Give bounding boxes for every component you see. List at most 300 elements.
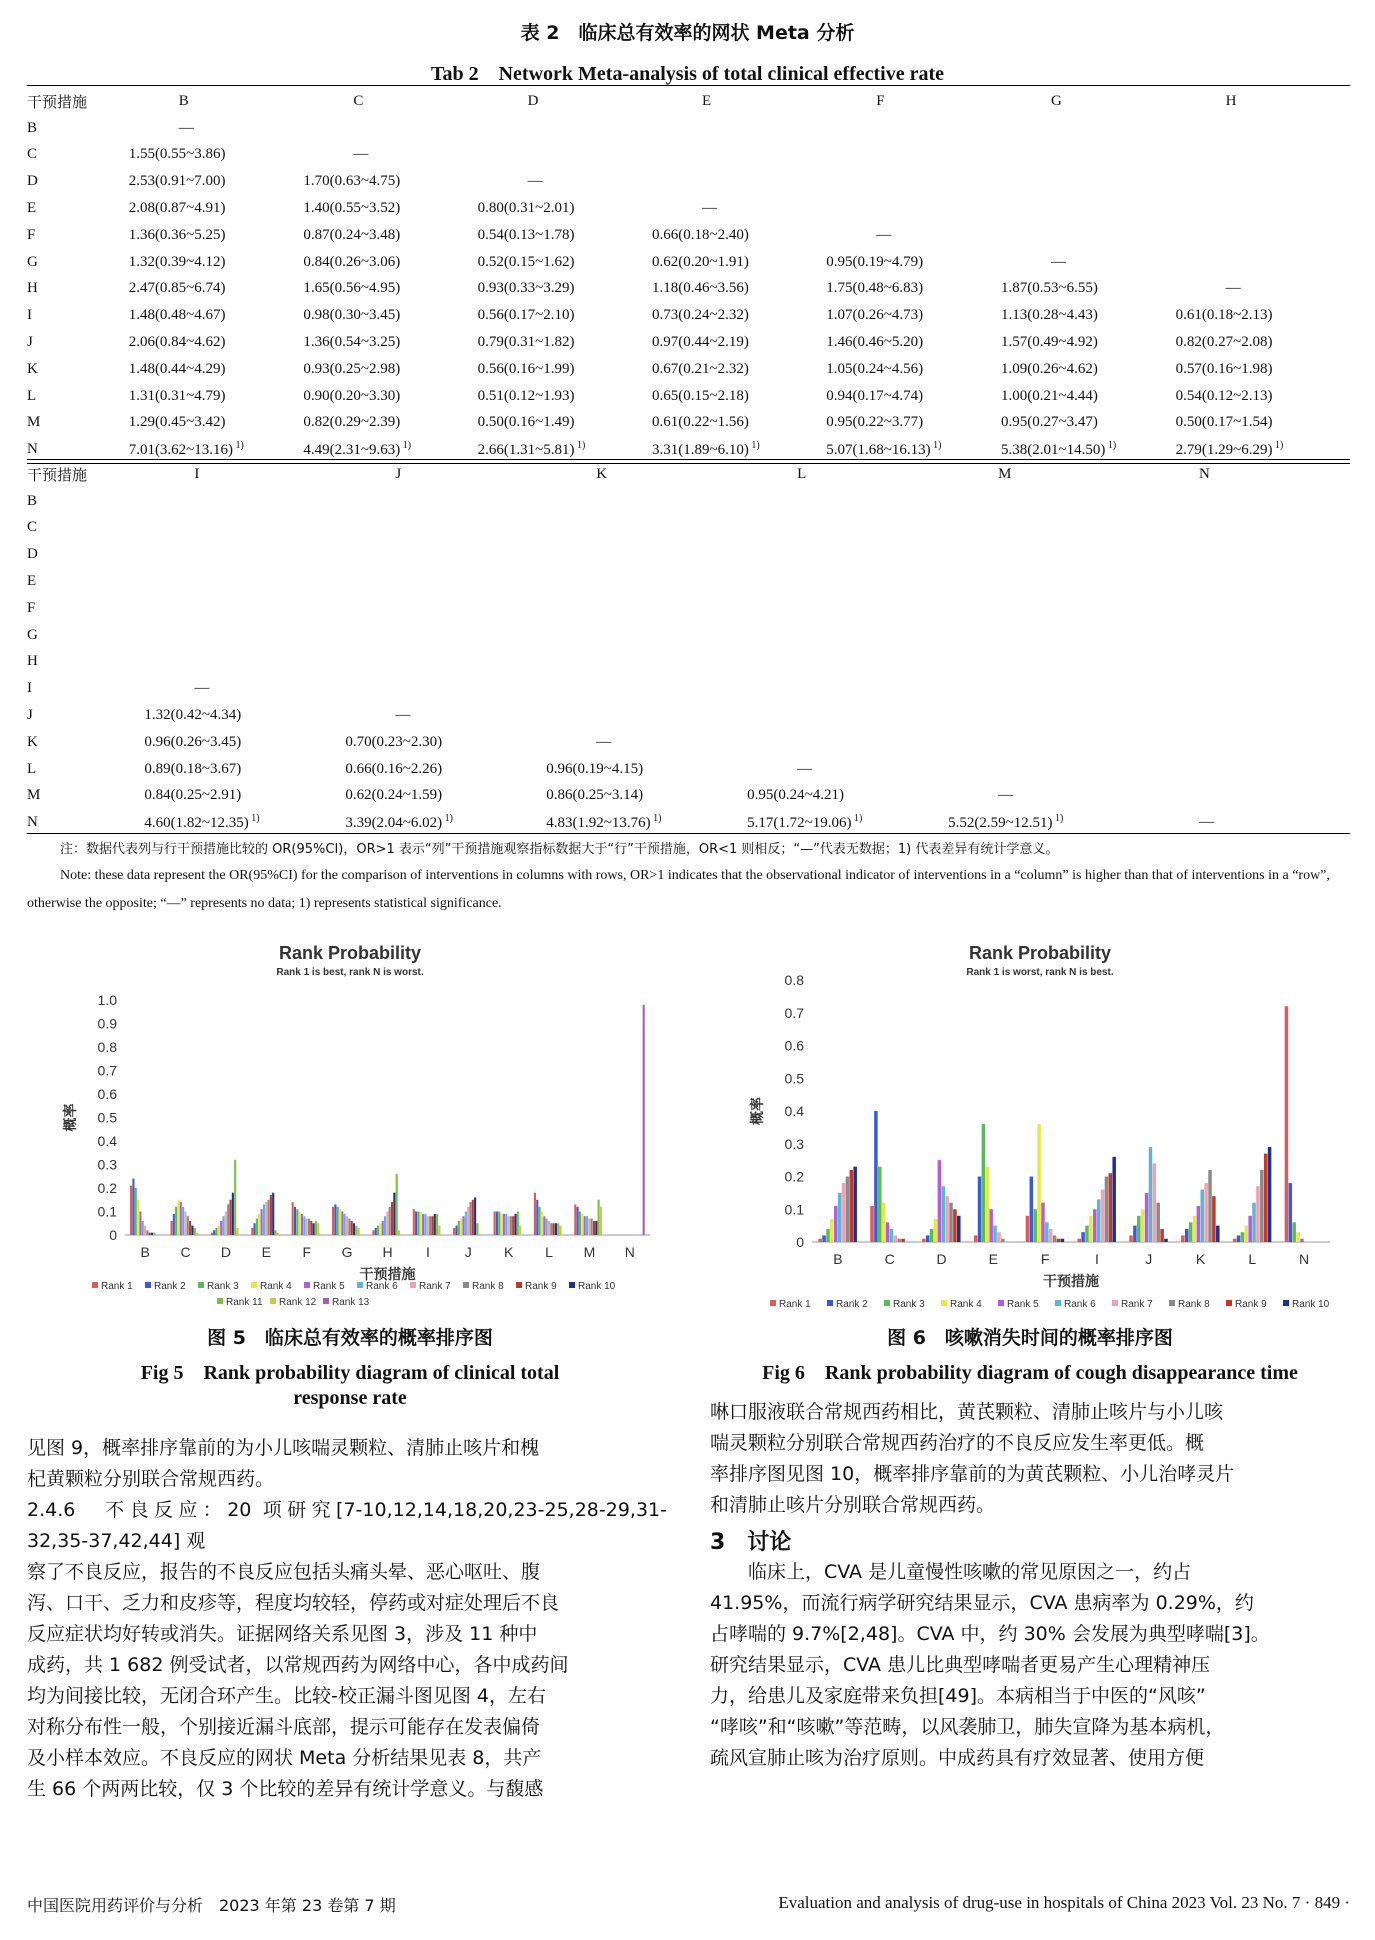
table-col-header-D: D (527, 92, 539, 109)
table-cell: 0.96(0.19~4.15) (546, 760, 644, 777)
text-line: 和清肺止咳片分别联合常规西药。 (710, 1494, 996, 1516)
table-cell (1149, 783, 1350, 810)
bar (391, 1202, 393, 1235)
table-col-header-I: I (194, 465, 200, 482)
bar (332, 1207, 334, 1235)
bar (292, 1202, 294, 1235)
y-tick-label: 0.3 (784, 1135, 804, 1152)
bar (579, 1212, 581, 1236)
y-tick-label: 0.5 (784, 1070, 804, 1087)
text-line: 占哮喘的 9.7%[2,48]。CVA 中，约 30% 会发展为典型哮喘[3]。 (710, 1623, 1270, 1645)
table-cell: 0.57(0.16~1.98) (1175, 360, 1273, 377)
bar (458, 1221, 460, 1235)
legend-label: Rank 6 (366, 1281, 398, 1292)
legend-swatch (145, 1282, 151, 1288)
table-cell: 1.00(0.21~4.44) (1000, 387, 1098, 404)
text-line: 泻、口干、乏力和皮疹等，程度均较轻，停药或对症处理后不良 (27, 1592, 560, 1614)
table-cell: 1.07(0.26~4.73) (826, 307, 924, 324)
table-row (27, 222, 1350, 249)
bar (550, 1223, 552, 1235)
table-row-label: L (27, 760, 37, 777)
significance-mark: 1) (574, 440, 586, 452)
table-cell: 0.96(0.26~3.45) (144, 733, 242, 750)
significance-mark: 1) (248, 813, 260, 825)
bar (377, 1226, 379, 1235)
footer-journal-zh: 中国医院用药评价与分析 2023 年第 23 卷第 7 期 (27, 1896, 396, 1915)
table-cell: — (1199, 814, 1214, 831)
table-cell: — (1050, 253, 1066, 270)
bar (1212, 1196, 1215, 1242)
table-row (27, 488, 1350, 515)
table-cell: 0.95(0.22~3.77) (826, 414, 924, 431)
table-header-label: 干预措施 (27, 467, 88, 484)
bar (978, 1177, 981, 1243)
bar (1189, 1222, 1192, 1242)
bar (420, 1212, 422, 1236)
fig6-caption-en: Fig 6 Rank probability diagram of cough disappearance time (762, 1362, 1298, 1384)
bar (577, 1207, 579, 1235)
bar (1289, 1183, 1292, 1242)
bar (474, 1197, 476, 1235)
text-line: “哮咳”和“咳嗽”等范畴，以风袭肺卫，肺失宣降为基本病机， (710, 1716, 1225, 1738)
bar (1049, 1229, 1052, 1242)
bar (503, 1214, 505, 1235)
bar (220, 1221, 222, 1235)
legend-label: Rank 9 (1235, 1299, 1267, 1310)
bar (1026, 1216, 1029, 1242)
bar (256, 1219, 258, 1235)
table-cell (1149, 702, 1350, 729)
table-cell: 1.57(0.49~4.92) (1000, 334, 1098, 351)
bar (211, 1233, 213, 1235)
table-cell: 0.66(0.18~2.40) (651, 226, 749, 243)
x-tick-label: N (624, 1244, 635, 1260)
bar (553, 1223, 555, 1235)
bar (986, 1167, 989, 1242)
legend-label: Rank 9 (525, 1281, 557, 1292)
table-cell: 0.50(0.17~1.54) (1175, 414, 1273, 431)
table-cell: 0.90(0.20~3.30) (303, 387, 401, 404)
table-cell (948, 675, 1149, 702)
significance-mark: 1) (400, 440, 412, 452)
legend-label: Rank 11 (226, 1297, 263, 1308)
table-cell: 0.50(0.16~1.49) (477, 414, 575, 431)
bar (1201, 1190, 1204, 1242)
table-cell: 2.08(0.87~4.91) (128, 200, 226, 217)
table-row-label: C (27, 146, 38, 163)
table-cell: — (596, 733, 612, 750)
bar (595, 1221, 597, 1235)
table-cell: 0.89(0.18~3.67) (144, 760, 242, 777)
table-cell: 1.87(0.53~6.55) (1000, 280, 1098, 297)
bar (1112, 1157, 1115, 1242)
bar (1001, 1239, 1004, 1242)
bar (1241, 1232, 1244, 1242)
bar (534, 1193, 536, 1235)
table-top-rule (27, 85, 1350, 86)
bar (1268, 1147, 1271, 1242)
table-cell: 4.49(2.31~9.63) $^{1)}$ (303, 440, 412, 459)
table-cell (826, 115, 1001, 142)
bar (539, 1207, 541, 1235)
bar (180, 1202, 182, 1235)
table-row-label: E (27, 200, 37, 217)
bar (989, 1209, 992, 1242)
table-row-label: B (27, 119, 38, 136)
table-cell (1001, 195, 1176, 222)
bar (510, 1216, 512, 1235)
legend-label: Rank 10 (578, 1281, 616, 1292)
table-cell (546, 649, 747, 676)
bar (830, 1219, 833, 1242)
table-row-label: E (27, 573, 37, 590)
bar (822, 1235, 825, 1242)
table-cell (144, 515, 345, 542)
section-3-heading: 3 讨论 (710, 1530, 792, 1555)
x-tick-label: I (425, 1244, 430, 1260)
table-cell: — (395, 707, 411, 724)
table-cell: 1.36(0.36~5.25) (128, 226, 226, 243)
bar (878, 1167, 881, 1242)
bar (838, 1193, 841, 1242)
bar (303, 1216, 305, 1235)
table-col-header-L: L (797, 465, 807, 482)
bar (1089, 1216, 1092, 1242)
bar (1077, 1239, 1080, 1242)
bar (519, 1226, 521, 1235)
bar (455, 1226, 457, 1235)
bar (1085, 1226, 1088, 1242)
table-cell (345, 541, 546, 568)
table-cell (826, 168, 1001, 195)
legend-swatch (357, 1282, 363, 1288)
bar (1033, 1209, 1036, 1242)
table-row-label: M (27, 414, 41, 431)
table-cell (948, 488, 1149, 515)
table-cell (1176, 195, 1350, 222)
bar (541, 1212, 543, 1236)
bar (189, 1221, 191, 1235)
table-cell (1176, 168, 1350, 195)
bar (301, 1214, 303, 1235)
bar (1037, 1124, 1040, 1242)
table-cell (652, 115, 826, 142)
bar (507, 1216, 509, 1235)
table-cell: — (701, 200, 717, 217)
table-row (27, 195, 1350, 222)
bar (218, 1226, 220, 1235)
table-cell: — (998, 787, 1014, 804)
bar (818, 1239, 821, 1242)
bar (372, 1230, 374, 1235)
bar (170, 1221, 172, 1235)
table-cell: 3.31(1.89~6.10) $^{1)}$ (651, 440, 760, 459)
table-cell: 0.82(0.27~2.08) (1175, 334, 1273, 351)
table-cell: 0.61(0.18~2.13) (1175, 307, 1273, 324)
text-line: 率排序图见图 10，概率排序靠前的为黄芪颗粒、小儿治哮灵片 (710, 1463, 1235, 1485)
x-tick-label: D (936, 1251, 947, 1267)
text-line: 见图 9，概率排序靠前的为小儿咳喘灵颗粒、清肺止咳片和槐 (27, 1437, 540, 1459)
bar (850, 1170, 853, 1242)
fig5-caption-en-line1: Fig 5 Rank probability diagram of clinical total (140, 1362, 560, 1384)
table-cell: 7.01(3.62~13.16) $^{1)}$ (128, 440, 244, 459)
table-cell: 0.93(0.25~2.98) (303, 360, 401, 377)
table-cell (345, 675, 546, 702)
bar (505, 1214, 507, 1235)
table-cell (144, 622, 345, 649)
text-line: 啉口服液联合常规西药相比，黄芪颗粒、清肺止咳片与小儿咳 (710, 1401, 1224, 1423)
table-row (27, 142, 1350, 169)
bar (358, 1228, 360, 1235)
bar (901, 1239, 904, 1242)
bar (339, 1209, 341, 1235)
bar (467, 1207, 469, 1235)
bar (139, 1212, 141, 1236)
table-row (27, 115, 1350, 142)
significance-mark: 1) (930, 440, 942, 452)
bar (251, 1228, 253, 1235)
x-tick-label: E (261, 1244, 272, 1260)
bar (462, 1216, 464, 1235)
text-line: 察了不良反应，报告的不良反应包括头痛头晕、恶心呕吐、腹 (27, 1561, 541, 1583)
bar (1145, 1193, 1148, 1242)
bar (308, 1219, 310, 1235)
bar (993, 1226, 996, 1242)
table-cell (1176, 115, 1350, 142)
bar (1260, 1170, 1263, 1242)
table-cell: 0.94(0.17~4.74) (826, 387, 924, 404)
text-line: 反应症状均好转或消失。证据网络关系见图 3，涉及 11 种中 (27, 1623, 538, 1645)
table-cell (652, 168, 826, 195)
table-row-label: N (27, 814, 38, 831)
table-cell: 4.60(1.82~12.35) $^{1)}$ (144, 813, 260, 832)
table-cell: 0.65(0.15~2.18) (651, 387, 749, 404)
table-cell: 0.62(0.20~1.91) (651, 253, 749, 270)
x-tick-label: H (382, 1244, 393, 1260)
y-tick-label: 0.3 (97, 1156, 117, 1173)
legend-swatch (1169, 1300, 1175, 1306)
bar (379, 1223, 381, 1235)
bar (1105, 1177, 1108, 1243)
bar (1041, 1203, 1044, 1242)
x-tick-label: I (1094, 1251, 1099, 1267)
text-line: 41.95%，而流行病学研究结果显示，CVA 患病率为 0.29%，约 (710, 1592, 1254, 1614)
legend-label: Rank 5 (1007, 1299, 1039, 1310)
table-row-label: L (27, 387, 37, 404)
y-tick-label: 0.6 (97, 1086, 117, 1102)
bar (496, 1212, 498, 1236)
table-row (27, 436, 1350, 463)
legend-swatch (827, 1300, 833, 1306)
legend-swatch (304, 1282, 310, 1288)
table-cell: 0.62(0.24~1.59) (345, 787, 443, 804)
x-axis-label: 干预措施 (1043, 1273, 1099, 1289)
table-row (27, 249, 1350, 276)
bar (591, 1219, 593, 1235)
bar (268, 1200, 270, 1235)
table-row-label: G (27, 626, 38, 643)
legend-swatch (217, 1298, 223, 1304)
text-line: 喘灵颗粒分别联合常规西药治疗的不良反应发生率更低。概 (710, 1432, 1205, 1454)
table-cell (1001, 168, 1176, 195)
table-cell (747, 488, 948, 515)
bar (882, 1203, 885, 1242)
table-cell (948, 756, 1149, 783)
bar (1285, 1006, 1288, 1242)
bar (310, 1221, 312, 1235)
table-row-label: G (27, 253, 38, 270)
bar (355, 1226, 357, 1235)
table-cell (1149, 488, 1350, 515)
significance-mark: 1) (233, 440, 244, 452)
bar (1208, 1170, 1211, 1242)
table-col-header-J: J (395, 465, 402, 482)
legend-swatch (92, 1282, 98, 1288)
table-cell: — (194, 680, 210, 697)
bar (1101, 1190, 1104, 1242)
table-cell (546, 568, 747, 595)
table-cell (144, 541, 345, 568)
text-line: 均为间接比较，无闭合环产生。比较-校正漏斗图见图 4，左右 (27, 1685, 546, 1707)
table-cell: 1.18(0.46~3.56) (651, 280, 749, 297)
bar (476, 1223, 478, 1235)
bar (886, 1222, 889, 1242)
bar (306, 1219, 308, 1235)
table-cell: 0.95(0.24~4.21) (747, 787, 845, 804)
table-cell (1149, 675, 1350, 702)
table-cell (303, 115, 477, 142)
table-cell (1176, 222, 1350, 249)
bar (982, 1124, 985, 1242)
bar (182, 1207, 184, 1235)
bar (834, 1206, 837, 1242)
bar (427, 1216, 429, 1235)
y-tick-label: 0.6 (784, 1037, 804, 1054)
table-cell (747, 595, 948, 622)
y-tick-label: 0.9 (97, 1015, 117, 1032)
bar (1160, 1229, 1163, 1242)
table-row-label: B (27, 492, 38, 509)
table-cell: 1.05(0.24~4.56) (826, 360, 924, 377)
table-cell: 0.67(0.21~2.32) (651, 360, 749, 377)
table-cell: 0.52(0.15~1.62) (477, 253, 575, 270)
table-cell (1149, 541, 1350, 568)
bar (375, 1228, 377, 1235)
table-cell (1149, 595, 1350, 622)
bar (1300, 1239, 1303, 1242)
legend-swatch (251, 1282, 257, 1288)
table-cell (948, 729, 1149, 756)
bar (938, 1160, 941, 1242)
bar (263, 1204, 265, 1235)
bar (229, 1200, 231, 1235)
table-row-label: J (27, 334, 33, 351)
bar (1193, 1216, 1196, 1242)
bar (196, 1233, 198, 1235)
bar (386, 1212, 388, 1236)
bar (1185, 1229, 1188, 1242)
table-cell (546, 488, 747, 515)
table-cell: 1.70(0.63~4.75) (303, 173, 401, 190)
bar (173, 1214, 175, 1235)
table-cell (1149, 515, 1350, 542)
table-cell (948, 541, 1149, 568)
table-cell (345, 515, 546, 542)
y-tick-label: 0.7 (784, 1004, 804, 1021)
x-tick-label: F (302, 1244, 312, 1260)
table-note-zh: 注：数据代表列与行干预措施比较的 OR(95%CI)，OR>1 表示“列”干预措施观察指标数据大于“行”干预措施，OR<1 则相反；“—”代表无数据；1) 代表差异有统计学意义。 (60, 842, 1059, 857)
legend-label: Rank 2 (836, 1299, 868, 1310)
y-tick-label: 0 (796, 1234, 804, 1250)
bar (581, 1214, 583, 1235)
bar (1030, 1177, 1033, 1243)
legend-label: Rank 8 (472, 1281, 504, 1292)
bar (1181, 1235, 1184, 1242)
bar (277, 1233, 279, 1235)
table-cell (747, 649, 948, 676)
bar (137, 1200, 139, 1235)
legend-label: Rank 1 (101, 1281, 133, 1292)
table-cell: 0.79(0.31~1.82) (477, 334, 575, 351)
table-cell: 0.93(0.33~3.29) (477, 280, 575, 297)
bar (1264, 1154, 1267, 1242)
x-tick-label: J (1145, 1251, 1153, 1267)
bar (1153, 1163, 1156, 1242)
bar (514, 1214, 516, 1235)
bar (574, 1204, 576, 1235)
table-cell: 5.38(2.01~14.50) $^{1)}$ (1000, 440, 1117, 459)
y-tick-label: 0.7 (97, 1062, 117, 1079)
bar (494, 1212, 496, 1236)
table-cell: — (527, 173, 543, 190)
table-row-label: C (27, 519, 38, 536)
bar (643, 1005, 645, 1235)
bar (1053, 1235, 1056, 1242)
bar (296, 1209, 298, 1235)
legend-label: Rank 7 (419, 1281, 451, 1292)
legend-swatch (463, 1282, 469, 1288)
chart-title: Rank Probability (278, 943, 422, 963)
table-cell: — (1225, 280, 1241, 297)
text-line: 及小样本效应。不良反应的网状 Meta 分析结果见表 8，共产 (27, 1747, 542, 1769)
bar (557, 1223, 559, 1235)
table-cell (1001, 115, 1176, 142)
table-cell (546, 702, 747, 729)
x-tick-label: B (833, 1251, 843, 1267)
table-col-header-E: E (701, 92, 712, 109)
table-row (27, 595, 1350, 622)
bar (1061, 1239, 1064, 1242)
table-cell (948, 622, 1149, 649)
bar (434, 1214, 436, 1235)
x-tick-label: C (180, 1244, 191, 1260)
bar (213, 1230, 215, 1235)
table-cell (546, 541, 747, 568)
table-cell: 2.53(0.91~7.00) (128, 173, 226, 190)
bar (227, 1204, 229, 1235)
table-cell (747, 702, 948, 729)
legend-label: Rank 5 (313, 1281, 345, 1292)
table-cell: 1.40(0.55~3.52) (303, 200, 401, 217)
body-right-column-2 (710, 1557, 1350, 1774)
table-row-label: F (27, 599, 36, 616)
x-axis-label: 干预措施 (359, 1266, 416, 1282)
text-line: 生 66 个两两比较，仅 3 个比较的差异有统计学意义。与馥感 (27, 1778, 544, 1800)
table-cell (948, 515, 1149, 542)
table-cell: 0.56(0.16~1.99) (477, 360, 575, 377)
bar (353, 1223, 355, 1235)
table-cell (478, 115, 652, 142)
